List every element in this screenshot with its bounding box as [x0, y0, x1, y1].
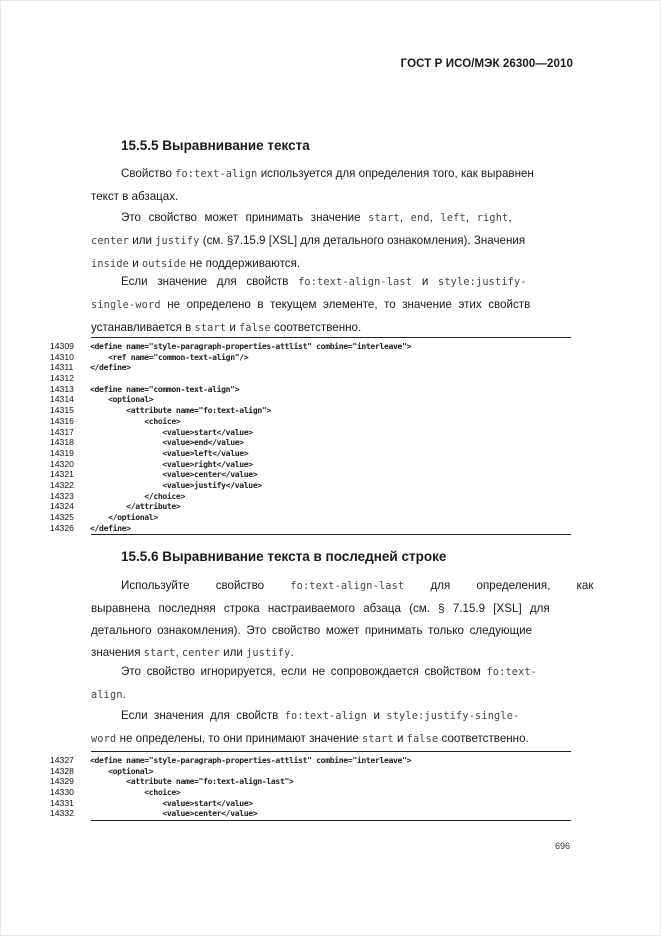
code-text: <value>start</value>: [90, 797, 253, 808]
code-text: </define>: [90, 522, 131, 533]
line-number: 14323: [50, 490, 74, 501]
code-text: <ref name="common-text-align"/>: [90, 351, 249, 362]
code-text: <value>start</value>: [90, 426, 253, 437]
line: align.: [91, 688, 126, 701]
line-number: 14326: [50, 522, 74, 533]
line: значения start, center или justify.: [91, 646, 294, 659]
code-line: [50, 416, 580, 427]
code-text: <define name="style-paragraph-properties-attlist" combine="interleave">: [90, 341, 412, 351]
code-line: [50, 352, 580, 363]
line-number: 14312: [50, 373, 74, 384]
line-number: 14327: [50, 755, 74, 765]
line: inside и outside не поддерживаются.: [91, 257, 301, 270]
code-line: [50, 523, 580, 534]
code-line: [50, 448, 580, 459]
line: center или justify (см. §7.15.9 [XSL] для детального ознакомления). Значения: [91, 234, 526, 247]
line: word не определены, то они принимают значение start и false соответственно.: [91, 732, 529, 745]
code-listing-1: [50, 341, 580, 533]
code-line: [50, 459, 580, 470]
paragraph-5: [91, 661, 571, 707]
code-text: <attribute name="fo:text-align-last">: [90, 776, 294, 787]
paragraph-6: [91, 705, 571, 751]
line-number: 14328: [50, 765, 74, 776]
line-number: 14319: [50, 447, 74, 458]
code-line: [50, 362, 580, 373]
code-line: [50, 798, 580, 809]
running-header: ГОСТ Р ИСО/МЭК 26300—2010: [400, 58, 573, 70]
line-number: 14331: [50, 797, 74, 808]
line-number: 14321: [50, 469, 74, 480]
code-text: </attribute>: [90, 501, 181, 512]
code-line: [50, 755, 580, 766]
code-line: [50, 394, 580, 405]
line-number: 14316: [50, 415, 74, 426]
code-text: <value>center</value>: [90, 808, 258, 819]
code-line: [50, 480, 580, 491]
line: Это свойство игнорируется, если не сопровождается свойством fo:text-: [121, 665, 538, 678]
code-line: [50, 469, 580, 480]
code-text: <choice>: [90, 415, 181, 426]
line: устанавливается в start и false соответственно.: [91, 321, 362, 334]
code-line: [50, 491, 580, 502]
line-number: 14322: [50, 479, 74, 490]
line: детального ознакомления). Это свойство может принимать только следующие: [91, 624, 533, 637]
code-text: </optional>: [90, 512, 158, 522]
code-line: [50, 512, 580, 523]
line-number: 14325: [50, 512, 74, 522]
code-text: <choice>: [90, 787, 181, 798]
code-top-rule-2: [91, 751, 571, 752]
code-line: [50, 808, 580, 819]
line-number: 14317: [50, 426, 74, 437]
code-line: [50, 776, 580, 787]
code-text: <define name="style-paragraph-properties-attlist" combine="interleave">: [90, 755, 412, 765]
code-line: [50, 405, 580, 416]
section-title-15-5-5: 15.5.5 Выравнивание текста: [121, 138, 310, 153]
code-text: <value>justify</value>: [90, 479, 262, 490]
code-text: <value>center</value>: [90, 469, 258, 480]
code-line: [50, 341, 580, 352]
line: Это свойство может принимать значение start, end, left, right,: [121, 211, 512, 224]
code-line: [50, 501, 580, 512]
code-text: <value>end</value>: [90, 437, 244, 448]
code-text: <optional>: [90, 765, 154, 776]
line-number: 14315: [50, 405, 74, 416]
line: Если значения для свойств fo:text-align и style:justify-single-: [121, 709, 520, 722]
code-bottom-rule: [91, 534, 571, 535]
code-top-rule: [91, 337, 571, 338]
code-text: <value>left</value>: [90, 447, 249, 458]
line-number: 14329: [50, 776, 74, 787]
page-number: 696: [555, 841, 571, 851]
code-text: </define>: [90, 362, 131, 373]
code-text: <value>right</value>: [90, 458, 253, 469]
code-line: [50, 787, 580, 798]
paragraph-3: [91, 271, 571, 340]
paragraph-1: [91, 163, 571, 208]
code-line: [50, 373, 580, 384]
code-text: </choice>: [90, 490, 185, 501]
line-number: 14318: [50, 437, 74, 448]
line-number: 14309: [50, 341, 74, 351]
line-number: 14332: [50, 808, 74, 819]
paragraph-4: [91, 575, 594, 665]
line: выравнена последняя строка настраиваемого абзаца (см. § 7.15.9 [XSL] для: [91, 602, 550, 615]
line: текст в абзацах.: [91, 190, 179, 203]
code-text: <attribute name="fo:text-align">: [90, 405, 271, 416]
paragraph-2: [91, 207, 571, 276]
line-number: 14313: [50, 383, 74, 394]
line-number: 14330: [50, 787, 74, 798]
code-line: [50, 437, 580, 448]
line-number: 14314: [50, 394, 74, 405]
code-listing-2: [50, 755, 580, 819]
line: Свойство fo:text-align используется для определения того, как выравнен: [121, 167, 534, 180]
line: Используйте свойство fo:text-align-last для определения, как: [121, 579, 594, 592]
section-title-15-5-6: 15.5.6 Выравнивание текста в последней строке: [121, 549, 447, 564]
line-number: 14311: [50, 362, 74, 373]
code-line: [50, 384, 580, 395]
line-number: 14310: [50, 351, 74, 362]
code-bottom-rule-2: [91, 820, 571, 821]
code-line: [50, 766, 580, 777]
code-line: [50, 427, 580, 438]
line-number: 14324: [50, 501, 74, 512]
line: Если значение для свойств fo:text-align-last и style:justify-: [121, 275, 527, 288]
line-number: 14320: [50, 458, 74, 469]
line: single-word не определено в текущем элементе, то значение этих свойств: [91, 298, 531, 311]
code-text: <optional>: [90, 394, 154, 405]
code-text: <define name="common-text-align">: [90, 383, 240, 394]
